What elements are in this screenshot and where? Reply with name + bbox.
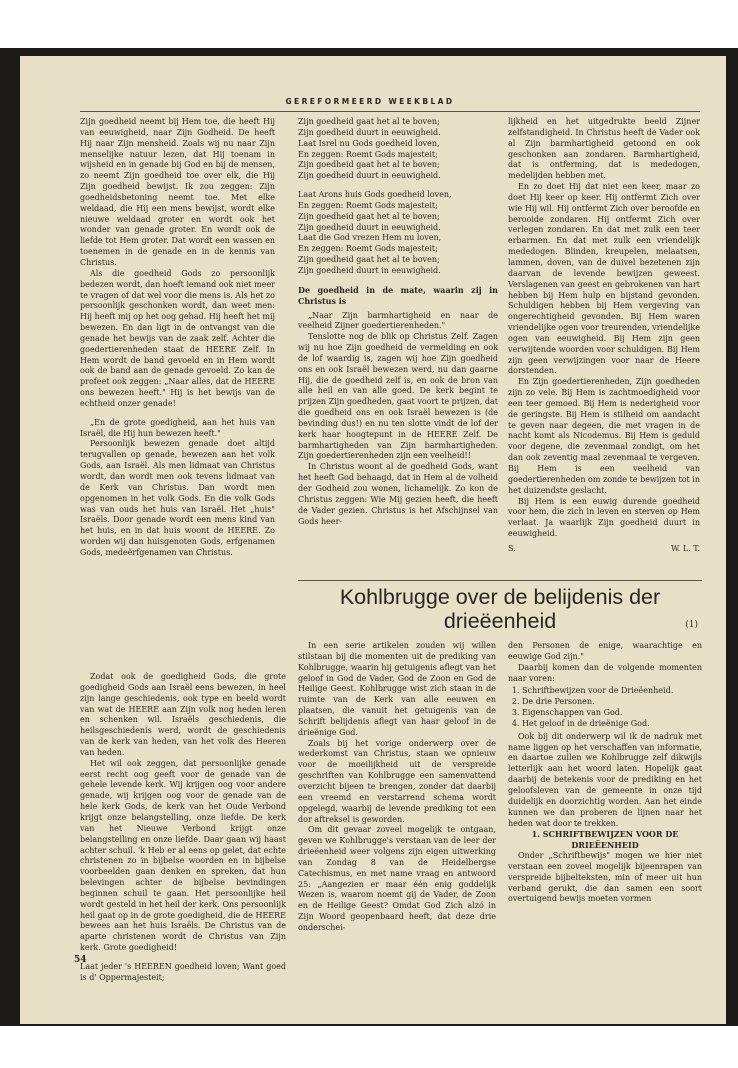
article-title-line-1: Kohlbrugge over de belijdenis der (339, 585, 661, 609)
paragraph: Tenslotte nog de blik op Christus Zelf. Zagen wij nu hoe Zijn goedheid de vermelding en ook de lof waardig is, zagen wij hoe Zijn goedheid ons en ook Israël bewezen werd, nu dan gaarne Hij, die de goedheid zelf is, en ook de bron van alle heil en van alle goed. De kerk begint te prijzen Zijn goedheden, gaat voort te prijzen, dat die goedheid ons en ook Israël bewezen is (de bevinding dus!) en nu ten slotte vindt de lof der kerk haar hoogtepunt in de HEERE Zelf. De barmhartigheden van Zijn barmhartigheden. Zijn goedertierenheden zijn een veelheid!! (298, 332, 498, 461)
signature-left: S. (508, 543, 516, 553)
paragraph: den Personen de enige, waarachtige en eeuwige God zijn." (508, 641, 702, 661)
subheading: De goedheid in de mate, waarin zij in Christus is (298, 284, 498, 306)
verse-line: Laat Arons huis Gods goedheid loven, (298, 190, 452, 200)
paragraph: In een serie artikelen zouden wij willen stilstaan bij die momenten uit de prediking van Kohlbrugge, waarin hij getuigenis aflegt van het geloof in God de Vader, God de Zoon en God de Heilige Geest. Kohlbrugge wist zich staan in de ruimte van de Kerk van alle eeuwen en plaatsen, die vanuit het getuigenis van de Schrift belijdenis aflegt van haar geloof in de drieënige God. (298, 641, 496, 737)
verse-line: En zeggen: Roemt Gods majesteit; (298, 149, 438, 159)
topic-list (508, 686, 702, 729)
paragraph: En Zijn goedertierenheden, Zijn goedheden zijn zo vele. Bij Hem is zachtmoedigheid voor een teer gemoed. Bij Hem is nederigheid voor de geringste. Bij Hem is stilheid om aandacht te geven naar degeen, die met vragen in de nacht komt als Nicodemus. Bij Hem is geduld voor degene, die zevenmaal zondigt, om het dan ook zeventig maal zevenmaal te vergeven. Bij Hem is een veelheid van goedertierenheden om zonde te bewijzen tot in het duizendste geslacht. (508, 377, 700, 495)
article-title-line-2: drieëenheid (443, 609, 557, 633)
column-1-lower (80, 672, 286, 984)
section-heading: 1. SCHRIFTBEWIJZEN VOOR DE DRIEËENHEID (531, 829, 679, 851)
article-divider (298, 580, 702, 581)
article-title (300, 585, 700, 633)
verse-line: Laat jeder 's HEEREN goedheid loven; Want goed is d' Oppermajesteit; (80, 961, 286, 982)
paragraph: Als die goedheid Gods zo persoonlijk bedezen wordt, dan hoeft iemand ook niet meer te vragen of dat wel voor die mens is. Als het zo persoonlijk geschonken wordt, dan weet men: Hij heeft mij op het oog gehad. Hij heeft het mij bewezen. En dan ligt in de ontvangst van die genade het bewijs van de zaak zelf. Achter die goedertierenheden staat de HEERE Zelf. In Hem wordt de band gevoeld en in Hem wordt ook de band aan de genade gevoeld. Zo kan de profeet ook zeggen: „Naar alles, dat de HEERE ons bewezen heeft." Hij is het bewijs van de echtheid onzer genade! (80, 268, 275, 408)
verse-2 (298, 190, 498, 277)
verse-line: Zijn goedheid gaat het al te boven; (298, 117, 440, 126)
verse-1 (298, 117, 498, 182)
column-3 (508, 117, 700, 555)
list-item: 3. Eigenschappen van God. (522, 708, 702, 719)
paragraph: lijkheid en het uitgedrukte beeld Zijner zelfstandigheid. In Christus heeft de Vader ook al Zijn barmhartigheid getoond en ook geschonken aan zondaren. Barmhartigheid, dat is ontferming, dat is mededogen, medelijden hebben met. (508, 117, 700, 181)
list-item: 4. Het geloof in de drieënige God. (522, 719, 702, 730)
paragraph: In Christus woont al de goedheid Gods, want het heeft God behaagd, dat in Hem al de volheid der Godheid zou wonen, lichamelijk. Zo kon de Christus zeggen: Wie Mij gezien heeft, die heeft de Vader gezien. Christus is het Afschijnsel van Gods heer- (298, 462, 498, 526)
article-part-number: (1) (685, 620, 698, 630)
page-number: 54 (74, 955, 87, 965)
list-item: 2. De drie Personen. (522, 697, 702, 708)
paragraph: Het wil ook zeggen, dat persoonlijke genade eerst recht oog geeft voor de genade van de gehele levende kerk. Wij krijgen oog voor andere genade, wij krijgen oog voor de genade van de hele kerk Gods, de kerk van het Oude Verbond krijgt onze belangstelling, onze liefde. De kerk van het Nieuwe Verbond krijgt onze belangstelling en onze liefde. Daar gaan wij haast achter schuil. 'k Heb er al eens op gelet, dat echte christenen zo in bijbelse woorden en in bijbelse voorbeelden gaan denken en spreken, dat hun belevingen achter de bijbelse bevindingen beginnen schuil te gaan. Het persoonlijke heil wordt gesteld in het heil der kerk. Ons persoonlijk heil gaat op in de grote goedigheid, die de HEERE bewees aan het huis Israëls. De Christus van de aparte christenen wordt de Christus van Zijn kerk. Grote goedigheid! (80, 758, 286, 953)
article-column-1 (298, 641, 496, 934)
quote: „En de grote goedigheid, aan het huis van Israël, die Hij hun bewezen heeft." (80, 417, 275, 438)
paragraph: Onder „Schriftbewijs" mogen we hier niet verstaan een zoveel mogelijk bijeenrapen van verspreide bijbelteksten, min of meer uit hun verband gerukt, die dan samen een soort overtuigend bewijs moeten vormen (508, 851, 702, 904)
list-item: 1. Schriftbewijzen voor de Drieëenheid. (522, 686, 702, 697)
paragraph: Bij Hem is een euwig durende goedheid voor hem, die zich in leven en sterven op Hem verlaat. Ja waarlijk Zijn goedheid duurt in eeuwigheid. (508, 496, 700, 539)
column-1 (80, 117, 275, 559)
paragraph: Zijn goedheid neemt bij Hem toe, die heeft Hij van eeuwigheid, naar Zijn Godheid. De heeft Hij naar Zijn mensheid. Zoals wij nu naar Zijn menselijke natuur lezen, dat Hij toenam in wijsheid en in genade bij God en bij de mensen, zo neemt Zijn goedheid toe over elk, die Hij Zijn goedheid bewijst. Ik zou zeggen: Zijn goedheidsbetoning neemt toe. Met elke weldaad, die Hij een mens bewijst, wordt elke nieuwe weldaad groter en wordt ook het wonder van genade groter. En wordt ook de liefde tot Hem groter. Dat wordt een wassen en toenemen in de genade en in de kennis van Christus. (80, 117, 275, 267)
paragraph: Zodat ook de goedigheid Gods, die grote goedigheid Gods aan Israël eens bewezen, in heel zijn lange geschiedenis, ook type en beeld wordt van wat de HEERE aan Zijn volk nog heden leren en schenken wil. Israëls geschiedenis, die heilsgeschiedenis werd, wordt de geschiedenis van de kerk van heden, van het volk des Heeren van heden. (80, 672, 286, 757)
paragraph: Ook bij dit onderwerp wil ik de nadruk met name liggen op het verschaffen van informatie, en daartoe zullen we Kohlbrugge zelf dikwijls letterlijk aan het woord laten. Hopelijk gaat daarbij de betekenis voor de prediking en het geloofsleven van de gemeente in onze tijd duidelijk en doorzichtig worden. Aan het einde kunnen we dan proberen de lijnen naar het heden wat door te trekken. (508, 731, 702, 828)
verse-line: Zijn goedheid duurt in eeuwigheid. (298, 127, 441, 137)
running-header: GEREFORMEERD WEEKBLAD (285, 97, 455, 106)
paragraph: Persoonlijk bewezen genade doet altijd terugvallen op genade, bewezen aan het volk Gods, aan Israël. Als men lidmaat van Christus wordt, dan wordt men ook tevens lidmaat van de Kerk van Christus. Dan wordt men opgenomen in het volk Gods. En die volk Gods was van ouds het huis van Israël. Het „huis" Israëls. Door genade wordt een mens kind van het huis, en in dat huis woont de HEERE. Zo worden wij dan huisgenoten Gods, erfgenamen Gods, medeërfgenamen van Christus. (80, 439, 275, 557)
verse-line: Zijn goedheid gaat het al te boven; (298, 160, 440, 170)
paragraph: Daarbij komen dan de volgende momenten naar voren: (508, 662, 702, 683)
verse-line: Zijn goedheid gaat het al te boven; (298, 255, 440, 265)
verse-line: Zijn goedheid gaat het al te boven; (298, 211, 440, 221)
paragraph: Zoals bij het vorige onderwerp over de wederkomst van Christus, staan we opnieuw voor de moeilijkheid uit de verspreide geschriften van Kohlbrugge een samenvattend overzicht bijeen te brengen, zonder dat daarbij een vreemd en verstarrend schema wordt opgelegd, waarbij de levende prediking tot een dor aftreksel is geworden. (298, 738, 496, 824)
verse-line: Zijn goedheid duurt in eeuwigheid. (298, 222, 441, 232)
header-rule (80, 111, 700, 112)
verse-line: Zijn goedheid duurt in eeuwigheid. (298, 265, 441, 275)
verse-line: Laat Isrel nu Gods goedheid loven, (298, 138, 440, 148)
article-column-2 (508, 641, 702, 905)
quote: „Naar Zijn barmhartigheid en naar de veelheid Zijner goedertierenheden." (298, 310, 498, 331)
signature (508, 544, 700, 555)
verse-line: Zijn goedheid duurt in eeuwigheid. (298, 171, 441, 181)
column-2 (298, 117, 498, 527)
paragraph: Om dit gevaar zoveel mogelijk te ontgaan, geven we Kohlbrugge's verstaan van de leer der drieëenheid weer volgens zijn eigen uitwerking van Zondag 8 van de Heidelbergse Catechismus, en met name vraag en antwoord 25: „Aangezien er maar één enig goddelijk Wezen is, waarom noemt gij de Vader, de Zoon en de Heilige Geest? Omdat God Zich alzó in Zijn Woord geopenbaard heeft, dat deze drie onderschei- (298, 825, 496, 932)
verse-line: En zeggen: Roemt Gods majesteit; (298, 244, 438, 254)
verse-line: Laat die God vrezen Hem nu loven, (298, 233, 442, 243)
paragraph: En zo doet Hij dat niet een keer, maar zo doet Hij keer op keer. Hij ontfermt Zich over wie Hij wil. Hij ontfermt Zich over beroofde en berooide zondaren. Hij ontfermt Zich over verlegen zondaren. En dat met zulk een teer erbarmen. En dat met zulk een vriendelijk mededogen. Blinden, kreupelen, melaatsen, lammen, doven, van de duivel bezetenen zijn daarvan de levende bewijzen geweest. Verslagenen van geest en gebrokenen van hart hebben bij Hem hulp en bijstand gevonden. Schuldigen hebben bij Hem vergeving van ongerechtigheid gevonden. Bij Hem waren vriendelijke ogen voor treurenden, vriendelijke ogen van eeuwigheid. Bij Hem zijn geen verwijtende woorden voor schuldigen. Bij Hem zijn geen verwijzingen voor naar de Heere dorstenden. (508, 182, 700, 376)
verse-line: En zeggen: Roemt Gods majesteit; (298, 200, 438, 210)
signature-right: W. L. T. (670, 543, 700, 553)
